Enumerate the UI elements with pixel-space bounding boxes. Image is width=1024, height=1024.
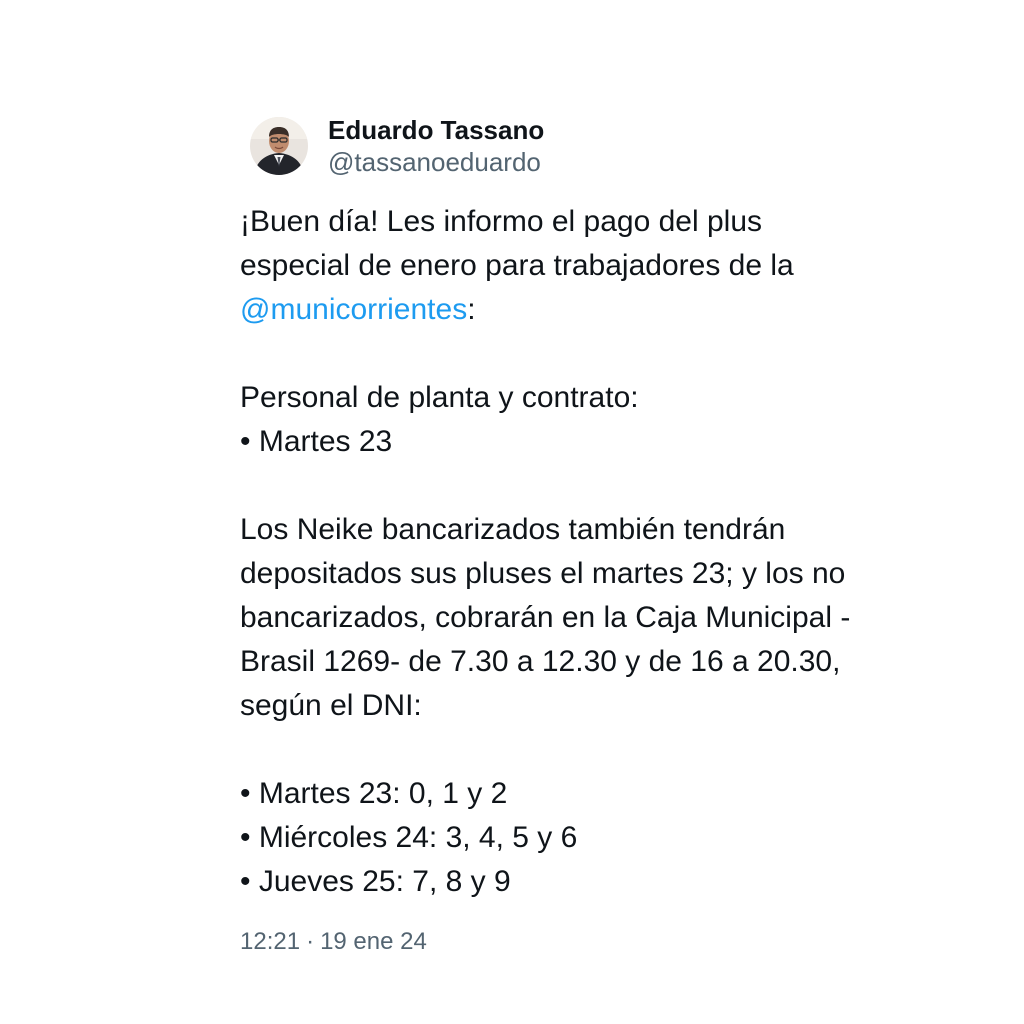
- schedule-item: • Martes 23: 0, 1 y 2: [240, 777, 508, 810]
- schedule-item: • Miércoles 24: 3, 4, 5 y 6: [240, 821, 578, 854]
- tweet-intro-paragraph: [240, 200, 880, 332]
- paragraph-gap: [240, 464, 880, 508]
- paragraph-gap: [240, 728, 880, 772]
- author-handle[interactable]: @tassanoeduardo: [328, 147, 541, 177]
- section1-title: Personal de planta y contrato:: [240, 381, 639, 414]
- author-names: [328, 114, 544, 179]
- tweet-timestamp[interactable]: [240, 928, 880, 956]
- tweet-time: 12:21: [240, 928, 301, 955]
- section1-item: • Martes 23: [240, 425, 393, 458]
- tweet-card: [240, 110, 880, 956]
- tweet-header: [240, 110, 880, 182]
- intro-text: ¡Buen día! Les informo el pago del plus especial de enero para trabajadores de la: [240, 205, 794, 282]
- schedule-item: • Jueves 25: 7, 8 y 9: [240, 865, 511, 898]
- author-display-name[interactable]: Eduardo Tassano: [328, 114, 545, 145]
- meta-separator: ·: [306, 928, 315, 955]
- paragraph-gap: [240, 332, 880, 376]
- section2-paragraph: Los Neike bancarizados también tendrán depositados sus pluses el martes 23; y los no bancarizados, cobrarán en la Caja Municipal -Brasil 1269- de 7.30 a 12.30 y de 16 a 20.30, según el DNI:: [240, 513, 851, 722]
- tweet-date: 19 ene 24: [320, 928, 427, 955]
- tweet-body: [240, 200, 880, 904]
- person-avatar-icon[interactable]: [250, 117, 308, 175]
- intro-colon: :: [467, 293, 476, 326]
- mention-link[interactable]: @municorrientes: [240, 293, 468, 326]
